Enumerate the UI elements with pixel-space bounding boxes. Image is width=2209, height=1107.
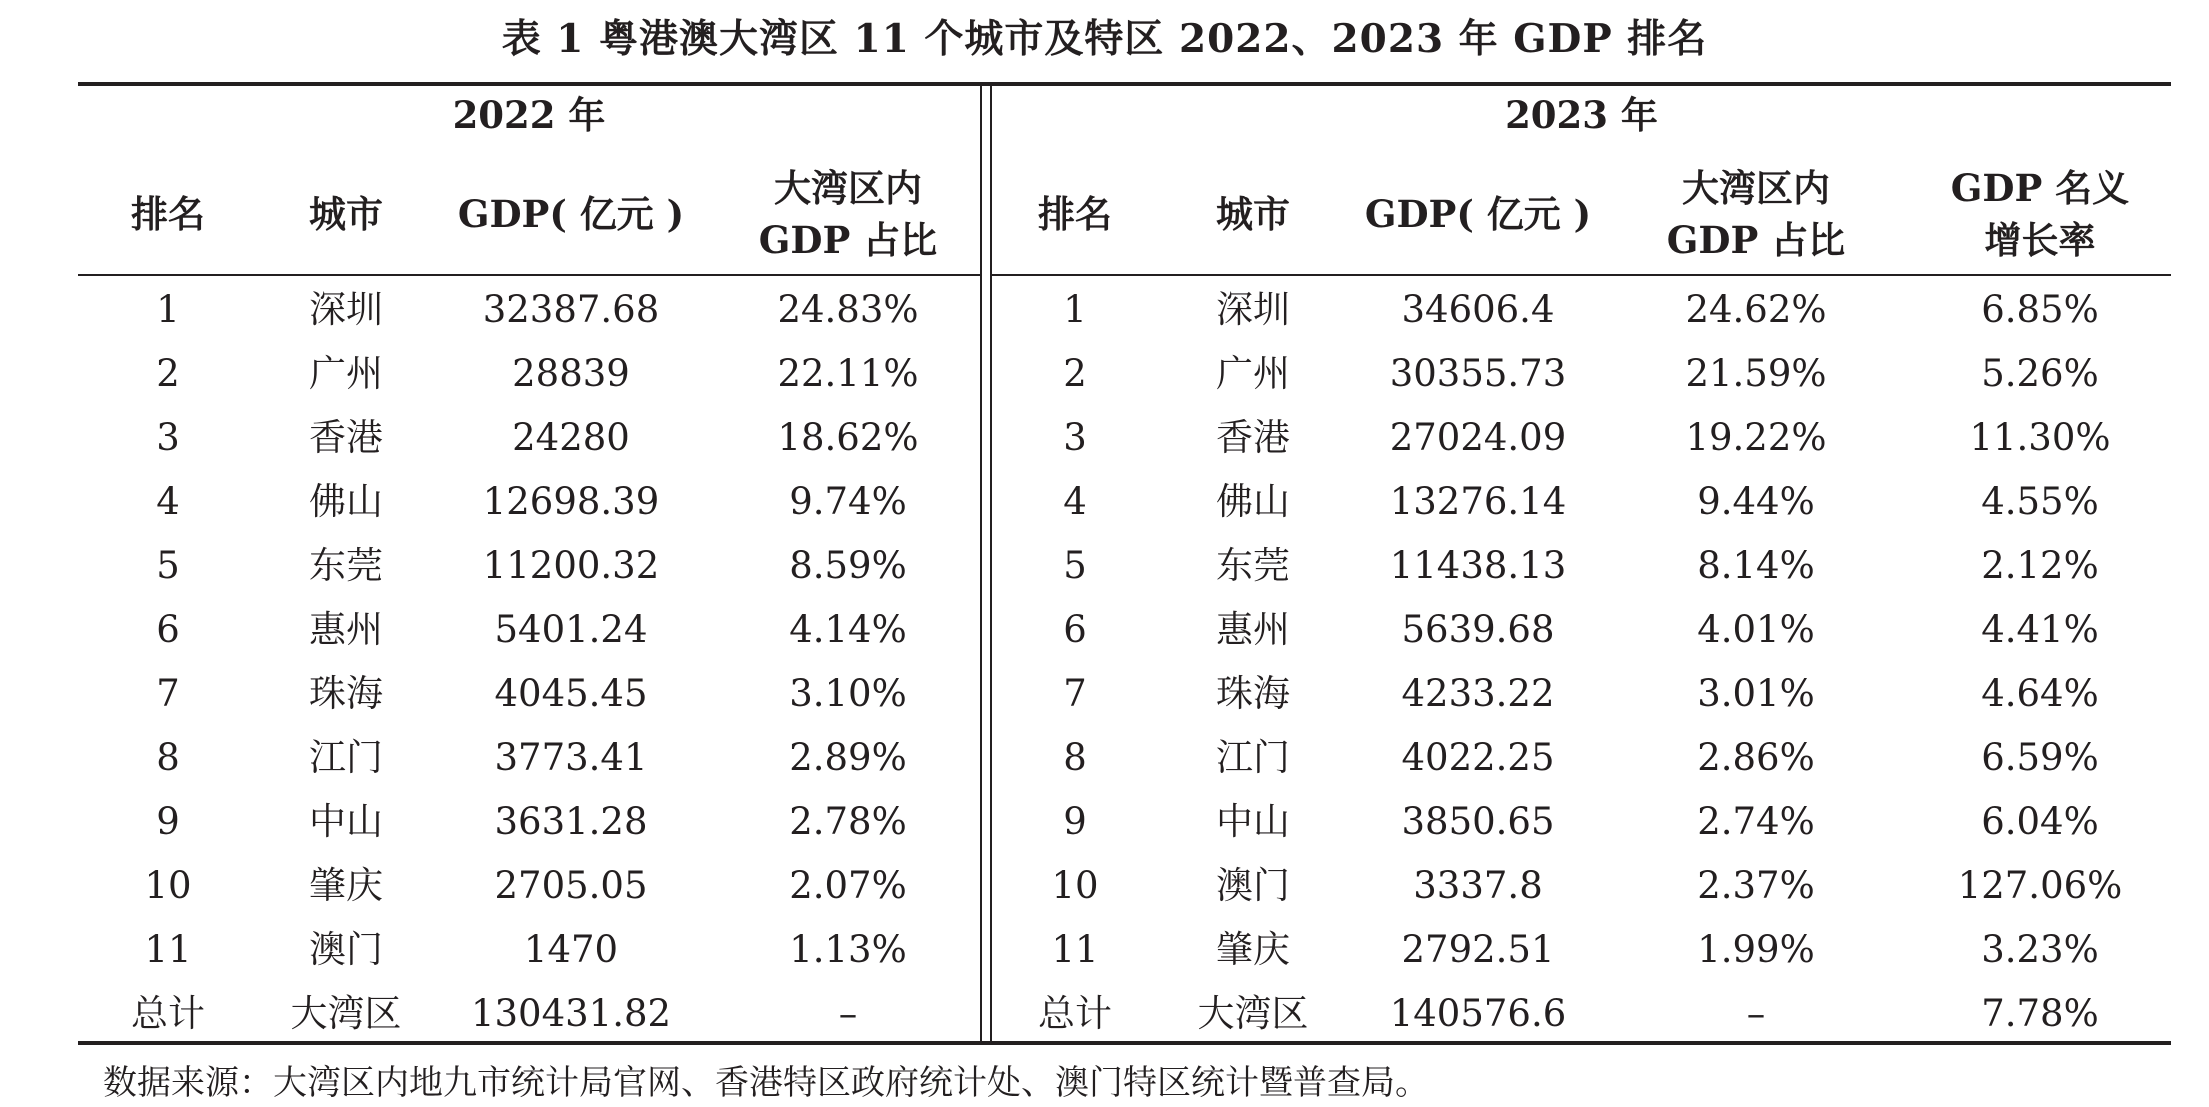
cell-2022-gdp: 11200.32 (482, 544, 660, 587)
cell-2023-growth: 6.85% (1981, 288, 2099, 331)
cell-2022-rank: 11 (144, 928, 192, 971)
cell-2023-share: 21.59% (1685, 352, 1827, 395)
cell-2022-gdp: 32387.68 (482, 288, 660, 331)
cell-2023-share: 1.99% (1697, 928, 1815, 971)
cell-2023-city: 大湾区 (1197, 992, 1309, 1035)
cell-2022-city: 惠州 (309, 608, 383, 651)
cell-2023-share: 3.01% (1697, 672, 1815, 715)
cell-2022-gdp: 130431.82 (470, 992, 672, 1035)
cell-2023-growth: 6.04% (1981, 800, 2099, 843)
cell-2023-share: – (1746, 992, 1766, 1035)
cell-2023-share: 2.74% (1697, 800, 1815, 843)
cell-2022-gdp: 12698.39 (482, 480, 660, 523)
cell-2023-growth: 4.55% (1981, 480, 2099, 523)
cell-2023-gdp: 30355.73 (1389, 352, 1567, 395)
cell-2022-city: 肇庆 (309, 864, 383, 907)
cell-2023-share: 24.62% (1685, 288, 1827, 331)
cell-2022-gdp: 5401.24 (494, 608, 648, 651)
cell-2022-rank: 7 (156, 672, 180, 715)
cell-2023-growth: 3.23% (1981, 928, 2099, 971)
cell-2023-rank: 11 (1051, 928, 1099, 971)
cell-2022-gdp: 3773.41 (494, 736, 648, 779)
cell-2022-gdp: 2705.05 (494, 864, 648, 907)
header-2023-share: 大湾区内 GDP 占比 (1666, 166, 1846, 262)
header-2022-city: 城市 (309, 192, 383, 236)
cell-2022-gdp: 1470 (523, 928, 619, 971)
cell-2023-growth: 4.41% (1981, 608, 2099, 651)
cell-2023-rank: 8 (1063, 736, 1087, 779)
cell-2023-city: 东莞 (1216, 544, 1290, 587)
cell-2023-rank: 4 (1063, 480, 1087, 523)
cell-2022-rank: 6 (156, 608, 180, 651)
cell-2022-share: 8.59% (789, 544, 907, 587)
cell-2023-growth: 4.64% (1981, 672, 2099, 715)
cell-2023-city: 珠海 (1216, 672, 1290, 715)
cell-2022-city: 深圳 (309, 288, 383, 331)
cell-2023-rank: 10 (1051, 864, 1099, 907)
year-header-2023: 2023 年 (1505, 93, 1658, 137)
cell-2023-city: 深圳 (1216, 288, 1290, 331)
cell-2023-gdp: 11438.13 (1389, 544, 1567, 587)
cell-2022-gdp: 4045.45 (494, 672, 648, 715)
header-2023-gdp: GDP( 亿元 ) (1364, 192, 1592, 236)
cell-2022-city: 大湾区 (290, 992, 402, 1035)
cell-2022-rank: 2 (156, 352, 180, 395)
cell-2023-rank: 6 (1063, 608, 1087, 651)
cell-2022-share: 4.14% (789, 608, 907, 651)
cell-2023-city: 广州 (1216, 352, 1290, 395)
table-title: 表 1 粤港澳大湾区 11 个城市及特区 2022、2023 年 GDP 排名 (501, 16, 1708, 62)
cell-2022-share: 3.10% (789, 672, 907, 715)
header-2022-rank: 排名 (131, 192, 205, 236)
cell-2022-city: 中山 (309, 800, 383, 843)
cell-2022-share: 9.74% (789, 480, 907, 523)
cell-2023-share: 2.86% (1697, 736, 1815, 779)
cell-2022-rank: 5 (156, 544, 180, 587)
year-header-2022: 2022 年 (452, 93, 606, 137)
cell-2022-share: 2.78% (789, 800, 907, 843)
cell-2022-rank: 3 (156, 416, 180, 459)
cell-2023-growth: 5.26% (1981, 352, 2099, 395)
cell-2023-rank: 5 (1063, 544, 1087, 587)
cell-2022-share: 1.13% (789, 928, 907, 971)
cell-2022-share: 18.62% (777, 416, 919, 459)
cell-2023-city: 澳门 (1216, 864, 1290, 907)
cell-2023-share: 2.37% (1697, 864, 1815, 907)
cell-2023-city: 江门 (1216, 736, 1290, 779)
cell-2023-gdp: 13276.14 (1389, 480, 1567, 523)
header-rule-right (992, 274, 2171, 276)
cell-2023-rank: 1 (1063, 288, 1087, 331)
cell-2022-share: 2.89% (789, 736, 907, 779)
header-2023-city: 城市 (1216, 192, 1290, 236)
cell-2023-growth: 7.78% (1981, 992, 2099, 1035)
cell-2023-share: 8.14% (1697, 544, 1815, 587)
cell-2022-city: 珠海 (309, 672, 383, 715)
cell-2022-rank: 10 (144, 864, 192, 907)
cell-2022-city: 香港 (309, 416, 383, 459)
cell-2022-share: 24.83% (777, 288, 919, 331)
cell-2022-city: 澳门 (309, 928, 383, 971)
header-2023-rank: 排名 (1038, 192, 1112, 236)
cell-2022-city: 佛山 (309, 480, 383, 523)
cell-2023-rank: 7 (1063, 672, 1087, 715)
cell-2022-city: 东莞 (309, 544, 383, 587)
cell-2023-gdp: 140576.6 (1389, 992, 1567, 1035)
header-2022-share: 大湾区内 GDP 占比 (758, 166, 938, 262)
cell-2022-city: 江门 (309, 736, 383, 779)
cell-2023-city: 佛山 (1216, 480, 1290, 523)
cell-2023-growth: 6.59% (1981, 736, 2099, 779)
cell-2023-city: 中山 (1216, 800, 1290, 843)
cell-2023-gdp: 4233.22 (1401, 672, 1555, 715)
cell-2023-city: 惠州 (1216, 608, 1290, 651)
cell-2022-rank: 4 (156, 480, 180, 523)
cell-2023-growth: 127.06% (1957, 864, 2123, 907)
cell-2022-rank: 1 (156, 288, 180, 331)
cell-2023-rank: 9 (1063, 800, 1087, 843)
cell-2023-share: 9.44% (1697, 480, 1815, 523)
cell-2022-gdp: 24280 (512, 416, 630, 459)
cell-2023-city: 香港 (1216, 416, 1290, 459)
cell-2022-city: 广州 (309, 352, 383, 395)
cell-2023-gdp: 4022.25 (1401, 736, 1555, 779)
cell-2023-gdp: 5639.68 (1401, 608, 1555, 651)
cell-2023-rank: 2 (1063, 352, 1087, 395)
top-rule (78, 82, 2171, 86)
cell-2022-gdp: 3631.28 (494, 800, 648, 843)
cell-2023-gdp: 3337.8 (1413, 864, 1543, 907)
cell-2023-gdp: 27024.09 (1389, 416, 1567, 459)
cell-2022-share: 2.07% (789, 864, 907, 907)
cell-2023-share: 19.22% (1685, 416, 1827, 459)
cell-2022-share: 22.11% (777, 352, 919, 395)
header-2022-gdp: GDP( 亿元 ) (457, 192, 685, 236)
cell-2022-share: – (838, 992, 858, 1035)
header-rule-left (78, 274, 980, 276)
cell-2023-rank: 3 (1063, 416, 1087, 459)
header-2023-growth: GDP 名义 增长率 (1950, 166, 2130, 262)
cell-2023-share: 4.01% (1697, 608, 1815, 651)
cell-2023-city: 肇庆 (1216, 928, 1290, 971)
cell-2022-gdp: 28839 (512, 352, 630, 395)
cell-2023-gdp: 2792.51 (1401, 928, 1555, 971)
cell-2023-rank: 总计 (1038, 992, 1112, 1035)
cell-2022-rank: 9 (156, 800, 180, 843)
cell-2022-rank: 8 (156, 736, 180, 779)
cell-2022-rank: 总计 (131, 992, 205, 1035)
cell-2023-growth: 2.12% (1981, 544, 2099, 587)
source-footnote: 数据来源：大湾区内地九市统计局官网、香港特区政府统计处、澳门特区统计暨普查局。 (103, 1063, 1429, 1103)
cell-2023-gdp: 3850.65 (1401, 800, 1555, 843)
cell-2023-growth: 11.30% (1969, 416, 2111, 459)
cell-2023-gdp: 34606.4 (1401, 288, 1555, 331)
